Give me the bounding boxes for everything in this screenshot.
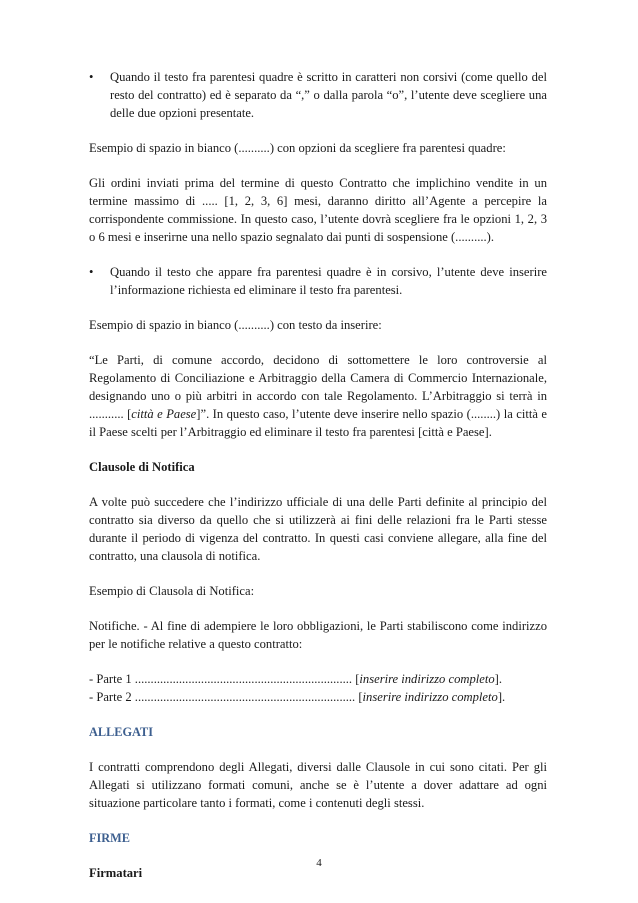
party-1-line bbox=[89, 670, 547, 688]
bullet-item-non-italic bbox=[89, 68, 547, 122]
notifiche-paragraph: Notifiche. - Al fine di adempiere le loro obbligazioni, le Parti stabiliscono come indirizzo per le notifiche relative a questo contratto: bbox=[89, 619, 547, 651]
party-2-line bbox=[89, 688, 547, 706]
section-paragraph: I contratti comprendono degli Allegati, diversi dalle Clausole in cui sono citati. Per gli Allegati si utilizzano formati comuni, anche se è l’utente a dover adattare ad ogni situazione particolare tanto i formati, come i contenuti degli stessi. bbox=[89, 760, 547, 810]
section-heading-firme: FIRME bbox=[89, 831, 130, 845]
party-address-lines bbox=[89, 670, 547, 706]
example-label: Esempio di spazio in bianco (..........) con opzioni da scegliere fra parentesi quadre: bbox=[89, 141, 506, 155]
text-run: - Parte 2 ...................................................................... [ bbox=[89, 690, 363, 704]
italic-text-run: inserire indirizzo completo bbox=[362, 690, 498, 704]
section-paragraph: A volte può succedere che l’indirizzo ufficiale di una delle Parti definite al principio del contratto sia diverso da quello che si utilizzerà ai fini delle relazioni fra le Parti stesse durante il periodo di vigenza del contratto. In questi casi conviene allegare, alla fine del contratto, una clausola di notifica. bbox=[89, 495, 547, 563]
subheading-firmatari: Firmatari bbox=[89, 866, 143, 880]
italic-text-run: città e Paese bbox=[131, 407, 197, 421]
bullet-text: Quando il testo che appare fra parentesi quadre è in corsivo, l’utente deve inserire l’informazione richiesta ed eliminare il testo fra parentesi. bbox=[110, 265, 547, 297]
italic-text-run: inserire indirizzo completo bbox=[359, 672, 495, 686]
example-label: Esempio di spazio in bianco (..........) con testo da inserire: bbox=[89, 318, 382, 332]
section-heading-allegati: ALLEGATI bbox=[89, 725, 154, 739]
text-run: “Le Parti, di comune accordo, decidono di sottomettere le loro controversie al Regolamento di Conciliazione e Arbitraggio della Camera di Commercio Internazionale, designando uno o più arbitri in accordo con tale Regolamento. L’Arbitraggio si terrà in ........... [ bbox=[89, 353, 547, 421]
bullet-item-italic bbox=[89, 263, 547, 299]
text-run: - Parte 1 ..................................................................... [ bbox=[89, 672, 360, 686]
example-paragraph bbox=[89, 351, 547, 441]
bullet-icon: • bbox=[89, 70, 94, 84]
bullet-icon: • bbox=[89, 265, 94, 279]
text-run: ]. bbox=[497, 690, 506, 704]
example-paragraph: Gli ordini inviati prima del termine di questo Contratto che implichino vendite in un termine massimo di ..... [1, 2, 3, 6] mesi, daranno diritto all’Agente a percepire la corrispondente commissione. In questo caso, l’utente dovrà scegliere fra le opzioni 1, 2, 3 o 6 mesi e inserirne una nello spazio segnalato dai punti di sospensione (..........). bbox=[89, 176, 547, 244]
bullet-text: Quando il testo fra parentesi quadre è scritto in caratteri non corsivi (come quello del resto del contratto) ed è separato da “,” o dalla parola “o”, l’utente deve scegliere una delle due opzioni presentate. bbox=[110, 70, 547, 120]
text-run: ]”. In questo caso, l’utente deve inserire nello spazio (........) la città e il Paese scelti per l’Arbitraggio ed eliminare il testo fra parentesi [città e Paese]. bbox=[89, 407, 547, 439]
page-number: 4 bbox=[316, 857, 322, 869]
document-body bbox=[89, 68, 547, 899]
example-label: Esempio di Clausola di Notifica: bbox=[89, 584, 255, 598]
section-heading-notifica: Clausole di Notifica bbox=[89, 460, 195, 474]
text-run: ]. bbox=[494, 672, 503, 686]
